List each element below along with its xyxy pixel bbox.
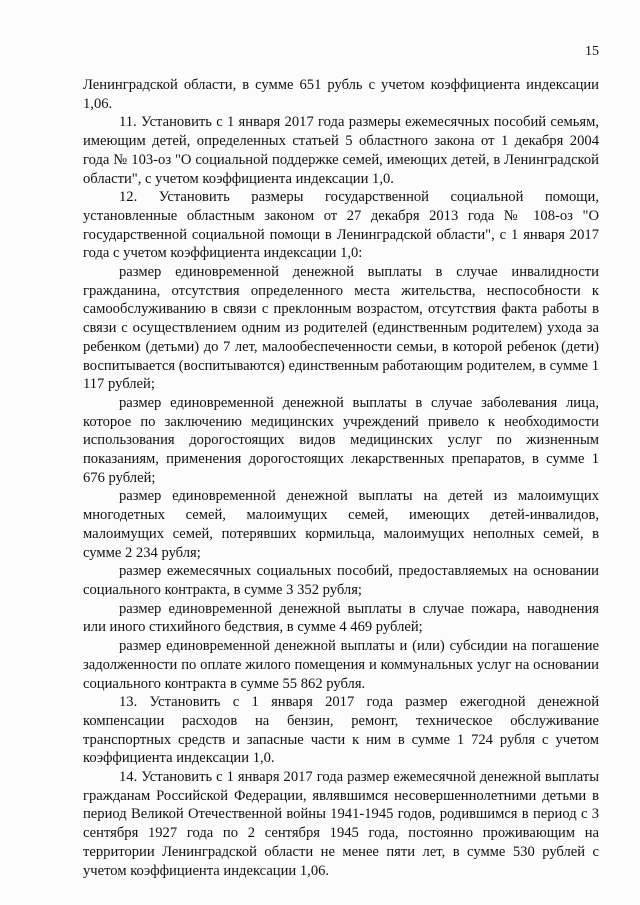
paragraph-children-payment: размер единовременной денежной выплаты на детей из малоимущих многодетных семей, малоимущих семей, имеющих детей-инвалидов, малоимущих семей, потерявших кормильца, малоимущих неполных семей, в сумме 2 234 рубля; (83, 488, 599, 561)
paragraph-disability-payment: размер единовременной денежной выплаты в случае инвалидности гражданина, отсутствия определенного места жительства, неспособности к самообслуживанию в связи с преклонным возрастом, отсутствия факта работы в связи с осуществлением одним из родителей (единственным родителем) ухода за ребенком (детьми) до 7 лет, малообеспеченности семьи, в которой ребенок (дети) воспитывается (воспитываются) единственным работающим родителем, в сумме 1 117 рублей; (83, 264, 599, 393)
paragraph-housing-subsidy: размер единовременной денежной выплаты и (или) субсидии на погашение задолженности по оплате жилого помещения и коммунальных услуг на основании социального контракта в сумме 55 862 рубля. (83, 638, 599, 692)
paragraph-disaster-payment: размер единовременной денежной выплаты в случае пожара, наводнения или иного стихийного бедствия, в сумме 4 469 рублей; (83, 600, 599, 636)
page-number: 15 (585, 44, 599, 59)
paragraph-item-11: 11. Установить с 1 января 2017 года размеры ежемесячных пособий семьям, имеющим детей, определенных статьей 5 областного закона от 1 декабря 2004 года № 103-оз "О социальной поддержке семей, имеющих детей, в Ленинградской области", с учетом коэффициента индексации 1,0. (83, 114, 599, 187)
paragraph-item-14: 14. Установить с 1 января 2017 года размер ежемесячной денежной выплаты гражданам Российской Федерации, являвшимся несовершеннолетними детьми в период Великой Отечественной войны 1941-1945 годов, родившимся в период с 3 сентября 1927 года по 2 сентября 1945 года, постоянно проживающим на территории Ленинградской области не менее пяти лет, в сумме 530 рублей с учетом коэффициента индексации 1,06. (83, 769, 599, 879)
paragraph-illness-payment: размер единовременной денежной выплаты в случае заболевания лица, которое по заключению медицинских учреждений привело к необходимости использования дорогостоящих видов медицинских услуг по жизненным показаниям, применения дорогостоящих лекарственных препаратов, в сумме 1 676 рублей; (83, 394, 599, 486)
paragraph-item-13: 13. Установить с 1 января 2017 года размер ежегодной денежной компенсации расходов на бензин, ремонт, техническое обслуживание транспортных средств и запасные части к ним в сумме 1 724 рубля с учетом коэффициента индексации 1,0. (83, 694, 599, 767)
paragraph-monthly-allowance: размер ежемесячных социальных пособий, предоставляемых на основании социального контракта, в сумме 3 352 рубля; (83, 563, 599, 598)
paragraph-item-12: 12. Установить размеры государственной социальной помощи, установленные областным законом от 27 декабря 2013 года № 108-оз "О государственной социальной помощи в Ленинградской области", с 1 января 2017 года с учетом коэффициента индексации 1,0: (83, 189, 599, 262)
document-body (83, 76, 599, 880)
paragraph-continuation: Ленинградской области, в сумме 651 рубль с учетом коэффициента индексации 1,06. (83, 77, 599, 112)
